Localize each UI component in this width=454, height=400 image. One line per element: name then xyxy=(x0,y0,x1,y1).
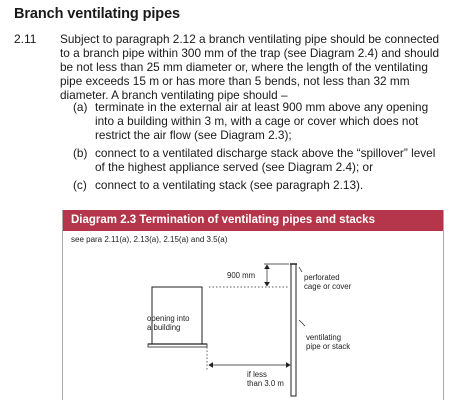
pipe-label-line2: pipe or stack xyxy=(306,342,351,351)
cage-label-line2: cage or cover xyxy=(304,282,352,291)
pipe-label-line1: ventilating xyxy=(306,333,342,342)
height-label: 900 mm xyxy=(227,271,256,280)
distance-label-line1: if less xyxy=(247,370,267,379)
list-item-label: (b) xyxy=(73,146,88,160)
list-item-label: (c) xyxy=(73,178,87,192)
list-item-text: connect to a ventilated discharge stack above the “spillover” level of the highest appliance served (see Diagram 2.4); or xyxy=(95,146,436,174)
ventilating-pipe xyxy=(290,264,297,396)
distance-dimension xyxy=(207,347,291,370)
list-item-text: terminate in the external air at least 900 mm above any opening into a building within 3 m, with a cage or cover which does not restrict the air flow (see Diagram 2.3); xyxy=(95,100,429,142)
section-heading: Branch ventilating pipes xyxy=(14,6,180,22)
opening-label-line2: a building xyxy=(147,323,181,332)
cage-label-line1: perforated xyxy=(304,273,340,282)
diagram-title: Diagram 2.3 Termination of ventilating pipes and stacks xyxy=(63,210,443,231)
paragraph-text: Subject to paragraph 2.12 a branch ventilating pipe should be connected to a branch pipe within 300 mm of the trap (see Diagram 2.4) and should be not less than 25 mm diameter or, where the length of the ventilating pipe exceeds 15 m or has more than 5 bends, not less than 32 mm diameter. A branch ventilating pipe should – xyxy=(60,32,440,102)
list-item-text: connect to a ventilating stack (see paragraph 2.13). xyxy=(95,178,364,192)
diagram-panel xyxy=(62,210,444,400)
paragraph-number: 2.11 xyxy=(14,32,37,46)
list-item-label: (a) xyxy=(73,100,88,114)
distance-label-line2: than 3.0 m xyxy=(247,379,284,388)
diagram-reference: see para 2.11(a), 2.13(a), 2.15(a) and 3.5(a) xyxy=(71,235,228,244)
opening-label-line1: opening into xyxy=(147,314,190,323)
